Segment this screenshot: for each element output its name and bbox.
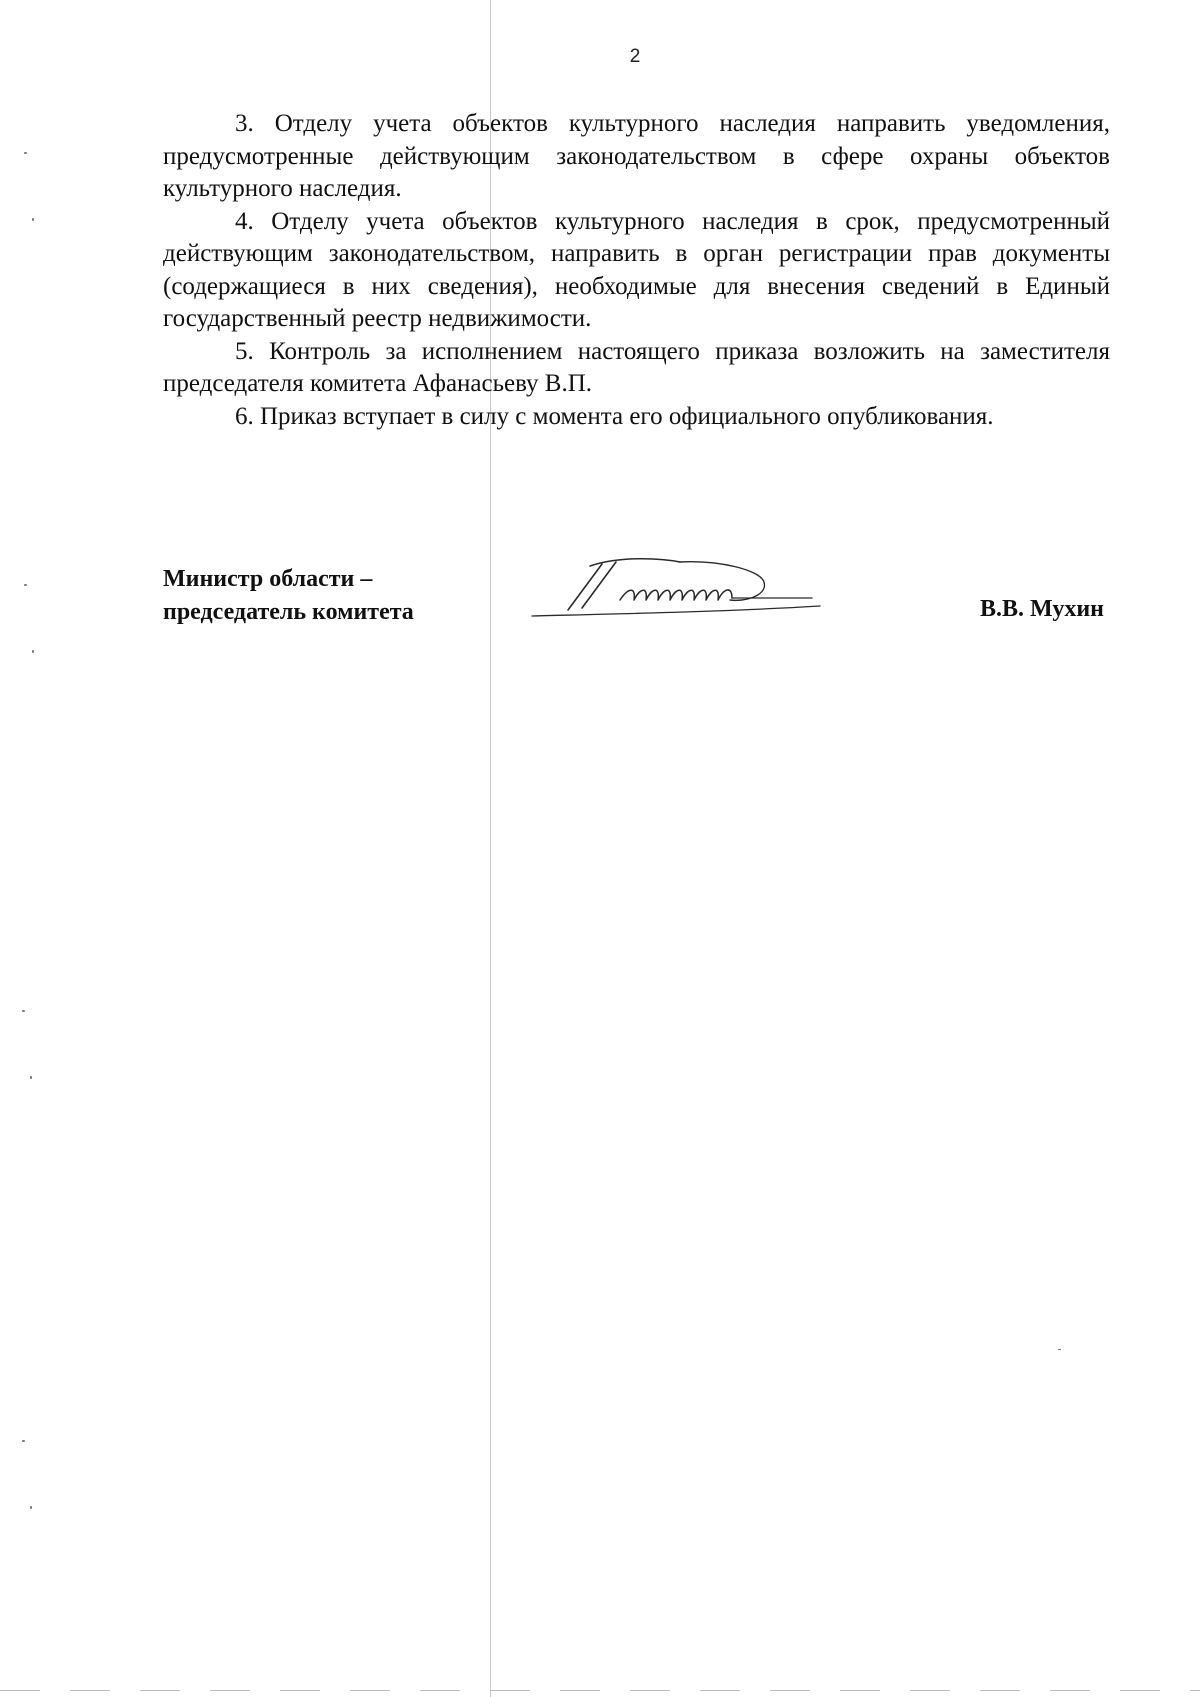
- scan-speck: [30, 1076, 32, 1079]
- document-body: [163, 108, 1110, 433]
- signatory-title-line-2: председатель комитета: [163, 599, 414, 625]
- scan-speck: [1058, 1349, 1061, 1350]
- scan-bottom-edge: [0, 1690, 1200, 1691]
- signatory-name: В.В. Мухин: [979, 596, 1104, 622]
- handwritten-signature: [520, 548, 890, 628]
- page-number: 2: [629, 46, 641, 67]
- paragraph-6: 6. Приказ вступает в силу с момента его официального опубликования.: [235, 402, 994, 430]
- scan-speck: [32, 218, 34, 221]
- scan-speck: [22, 1440, 25, 1442]
- signatory-title: [163, 563, 414, 629]
- paragraph-3: 3. Отделу учета объектов культурного наследия направить уведомления, предусмотренные действующим законодательством в сфере охраны объектов культурного наследия.: [163, 110, 1110, 202]
- scan-speck: [30, 1506, 32, 1509]
- scan-speck: [22, 1010, 25, 1012]
- paragraph-4: 4. Отделу учета объектов культурного наследия в срок, предусмотренный действующим законодательством, направить в орган регистрации прав документы (содержащиеся в них сведения), необходимые для внесения сведений в Единый государственный реестр недвижимости.: [163, 207, 1110, 332]
- paragraph-5: 5. Контроль за исполнением настоящего приказа возложить на заместителя председателя комитета Афанасьеву В.П.: [163, 337, 1110, 397]
- scan-speck: [24, 584, 27, 586]
- signatory-title-line-1: Министр области –: [163, 566, 373, 592]
- scan-speck: [32, 650, 34, 653]
- scan-speck: [24, 152, 27, 154]
